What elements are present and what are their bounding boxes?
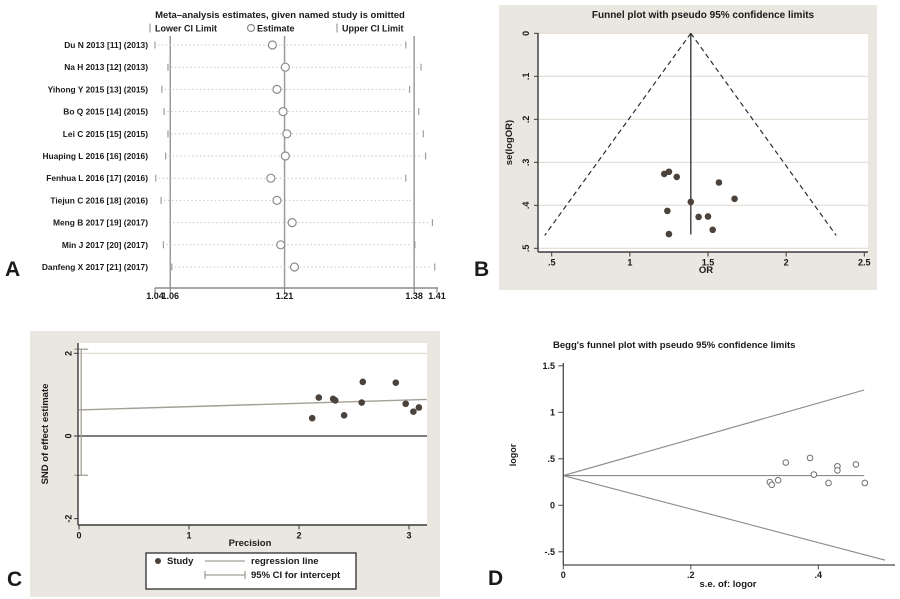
data-point xyxy=(664,208,671,215)
study-label: Fenhua L 2016 [17] (2016) xyxy=(46,173,148,184)
data-point xyxy=(316,394,323,401)
x-tick-label: 2.5 xyxy=(858,257,871,268)
panel-b-title: Funnel plot with pseudo 95% confidence limits xyxy=(591,10,815,21)
y-tick-label: 0 xyxy=(63,433,74,439)
panel-b-x-label: OR xyxy=(698,265,714,276)
funnel-lower-limit xyxy=(563,476,885,561)
y-tick-label: 0 xyxy=(521,30,531,36)
x-tick-label: 0 xyxy=(76,530,82,541)
legend-circle-marker xyxy=(248,25,255,32)
x-tick-label: 1.04 xyxy=(146,291,164,300)
data-point xyxy=(705,213,712,220)
data-point xyxy=(402,400,409,407)
legend-label: 95% CI for intercept xyxy=(251,570,341,581)
study-label: Huaping L 2016 [16] (2016) xyxy=(42,151,148,161)
data-point xyxy=(688,199,695,206)
estimate-marker xyxy=(277,241,285,249)
panel-b-letter: B xyxy=(474,258,490,281)
data-point xyxy=(393,379,400,386)
data-point xyxy=(666,168,673,175)
study-label: Na H 2013 [12] (2013) xyxy=(64,62,148,73)
study-label: Du N 2013 [11] (2013) xyxy=(64,40,148,50)
y-tick-label: .1 xyxy=(521,72,531,81)
x-tick-label: .2 xyxy=(687,570,695,580)
y-tick-label: .5 xyxy=(521,244,531,253)
y-tick-label: 1 xyxy=(549,407,555,418)
estimate-marker xyxy=(281,63,289,71)
panel-c-chart xyxy=(0,300,450,599)
y-tick-label: 0 xyxy=(549,500,555,511)
data-point xyxy=(769,482,775,488)
data-point xyxy=(731,196,738,203)
legend-label: Study xyxy=(167,556,194,567)
data-point xyxy=(360,379,367,386)
panel-d-x-label: s.e. of: logor xyxy=(699,579,757,590)
estimate-marker xyxy=(273,85,281,93)
y-axis-label: SND of effect estimate xyxy=(40,383,51,485)
data-point xyxy=(358,399,365,406)
x-tick-label: 0 xyxy=(560,570,566,580)
study-label: Yihong Y 2015 [13] (2015) xyxy=(47,84,148,95)
panel-c-x-label: Precision xyxy=(228,538,272,549)
x-tick-label: 2 xyxy=(296,530,302,541)
estimate-marker xyxy=(281,152,289,160)
y-axis-label: se(logOR) xyxy=(504,119,515,166)
data-point xyxy=(309,415,316,422)
estimate-marker xyxy=(268,41,276,49)
x-tick-label: .4 xyxy=(814,570,823,580)
study-label: Bo Q 2015 [14] (2015) xyxy=(63,106,148,117)
data-point xyxy=(341,412,348,419)
estimate-marker xyxy=(290,263,298,271)
data-point xyxy=(826,480,832,486)
legend-dot-marker xyxy=(155,558,161,564)
legend-label: Upper CI Limit xyxy=(342,23,404,34)
y-tick-label: .2 xyxy=(521,115,531,124)
x-tick-label: 1 xyxy=(627,257,633,268)
data-point xyxy=(332,397,339,404)
panel-a-chart xyxy=(0,0,450,300)
x-tick-label: 3 xyxy=(406,530,412,541)
data-point xyxy=(673,174,680,181)
data-point xyxy=(775,477,781,483)
data-point xyxy=(709,227,716,234)
y-axis-label: logor xyxy=(508,443,518,467)
data-point xyxy=(783,460,789,466)
estimate-marker xyxy=(273,196,281,204)
data-point xyxy=(416,404,423,411)
data-point xyxy=(862,480,868,486)
legend-label: regression line xyxy=(251,556,319,567)
estimate-marker xyxy=(288,219,296,227)
funnel-upper-limit xyxy=(563,390,864,476)
data-point xyxy=(666,231,673,238)
y-tick-label: .5 xyxy=(547,453,555,464)
plot-area xyxy=(538,33,868,252)
data-point xyxy=(811,472,817,478)
panel-b-funnel-plot xyxy=(450,0,900,300)
study-label: Tiejun C 2016 [18] (2016) xyxy=(50,195,148,206)
data-point xyxy=(835,468,841,474)
legend-label: Estimate xyxy=(257,23,295,34)
estimate-marker xyxy=(267,174,275,182)
x-tick-label: 1 xyxy=(186,530,192,541)
data-point xyxy=(853,462,859,468)
y-tick-label: 1.5 xyxy=(542,360,555,371)
x-tick-label: 1.21 xyxy=(275,291,294,300)
panel-c-egger-plot xyxy=(0,300,450,599)
data-point xyxy=(695,214,702,221)
data-point xyxy=(410,408,417,415)
panel-c-letter: C xyxy=(7,568,23,591)
panel-a-sensitivity-plot xyxy=(0,0,450,300)
panel-d-title: Begg's funnel plot with pseudo 95% confidence limits xyxy=(553,340,796,351)
panel-b-chart xyxy=(450,0,900,300)
estimate-marker xyxy=(283,130,291,138)
x-tick-label: 2 xyxy=(783,257,789,268)
estimate-marker xyxy=(279,108,287,116)
panel-d-letter: D xyxy=(488,567,504,590)
x-tick-label: 1.41 xyxy=(428,291,446,300)
y-tick-label: 2 xyxy=(63,350,74,356)
study-label: Meng B 2017 [19] (2017) xyxy=(53,217,148,228)
panel-a-letter: A xyxy=(5,258,21,281)
y-tick-label: -.5 xyxy=(544,546,555,557)
panel-a-title: Meta–analysis estimates, given named study is omitted xyxy=(155,10,405,21)
x-tick-label: 1.5 xyxy=(701,257,715,268)
data-point xyxy=(807,455,813,461)
study-label: Danfeng X 2017 [21] (2017) xyxy=(41,262,148,272)
y-tick-label: -2 xyxy=(63,514,74,523)
x-tick-label: 1.38 xyxy=(405,291,423,300)
y-tick-label: .4 xyxy=(521,201,531,210)
data-point xyxy=(716,179,723,186)
x-tick-label: .5 xyxy=(547,257,556,268)
study-label: Lei C 2015 [15] (2015) xyxy=(62,128,148,139)
x-tick-label: 1.06 xyxy=(161,291,180,300)
panel-d-begg-funnel-plot xyxy=(450,300,900,599)
study-label: Min J 2017 [20] (2017) xyxy=(61,239,148,250)
plot-area xyxy=(78,343,427,525)
y-tick-label: .3 xyxy=(521,158,531,167)
legend-label: Lower CI Limit xyxy=(155,23,218,34)
